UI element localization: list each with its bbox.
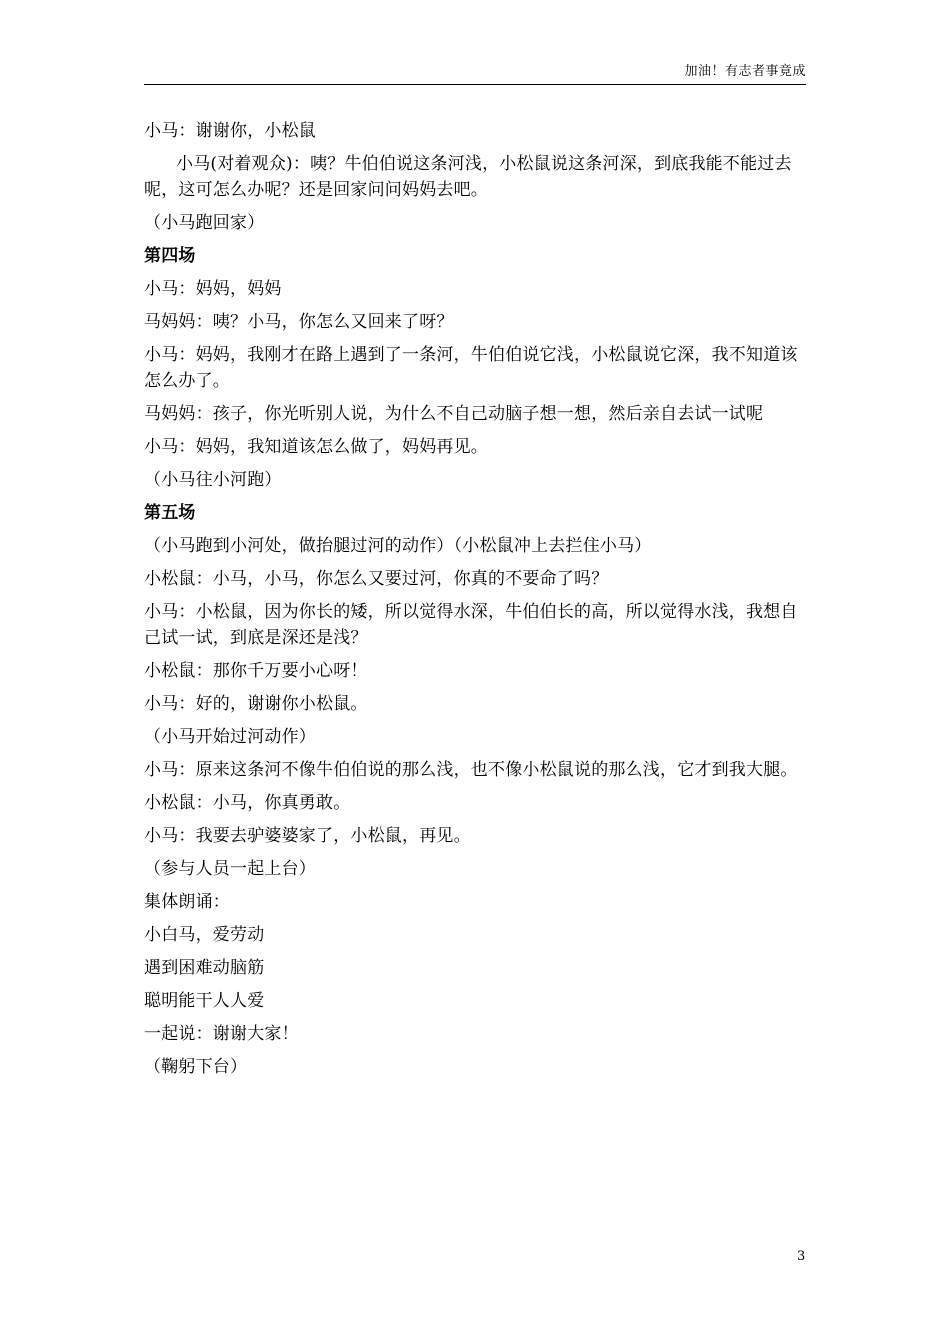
stage-direction-cross: （小马跑到小河处，做抬腿过河的动作）（小松鼠冲上去拦住小马） (144, 536, 652, 556)
line-xiaoma-farewell: 小马：我要去驴婆婆家了，小松鼠，再见。 (144, 826, 471, 846)
stage-direction-run-river: （小马往小河跑） (144, 470, 282, 490)
line-xiaoma-to-audience: 小马(对着观众)：咦？牛伯伯说这条河浅，小松鼠说这条河深，到底我能不能过去呢，这可怎么办呢？还是回家问问妈妈去吧。 (144, 154, 792, 200)
line-xiaoma-try: 小马：小松鼠，因为你长的矮，所以觉得水深，牛伯伯长的高，所以觉得水浅，我想自己试一试，到底是深还是浅？ (144, 602, 798, 648)
line-squirrel-warning: 小松鼠：小马，小马，你怎么又要过河，你真的不要命了吗？ (144, 569, 609, 589)
page-number: 3 (797, 1249, 806, 1264)
page-header (144, 62, 806, 85)
stage-direction-bow: （鞠躬下台） (144, 1057, 248, 1077)
line-squirrel-careful: 小松鼠：那你千万要小心呀！ (144, 661, 368, 681)
line-squirrel-brave: 小松鼠：小马，你真勇敢。 (144, 793, 351, 813)
document-body (144, 118, 806, 1087)
header-slogan: 加油！有志者事竟成 (684, 64, 806, 79)
recitation-line-2: 遇到困难动脑筋 (144, 958, 265, 978)
line-xiaoma-goodbye: 小马：妈妈，我知道该怎么做了，妈妈再见。 (144, 437, 488, 457)
recitation-line-1: 小白马，爱劳动 (144, 925, 265, 945)
scene-four-heading: 第四场 (144, 246, 196, 266)
line-xiaoma-discovery: 小马：原来这条河不像牛伯伯说的那么浅，也不像小松鼠说的那么浅，它才到我大腿。 (144, 760, 798, 780)
scene-five-heading: 第五场 (144, 503, 196, 523)
line-xiaoma-river: 小马：妈妈，我刚才在路上遇到了一条河，牛伯伯说它浅，小松鼠说它深，我不知道该怎么办了。 (144, 345, 798, 391)
line-xiaoma-thanks: 小马：谢谢你，小松鼠 (144, 121, 316, 141)
stage-direction-run-home: （小马跑回家） (144, 213, 265, 233)
recitation-line-3: 聪明能干人人爱 (144, 991, 265, 1011)
line-xiaoma-mom: 小马：妈妈，妈妈 (144, 279, 282, 299)
line-all-thanks: 一起说：谢谢大家！ (144, 1024, 299, 1044)
stage-direction-all-on-stage: （参与人员一起上台） (144, 859, 316, 879)
recitation-label: 集体朗诵： (144, 892, 230, 912)
stage-direction-start-cross: （小马开始过河动作） (144, 727, 316, 747)
line-mama-why-back: 马妈妈：咦？小马，你怎么又回来了呀？ (144, 312, 454, 332)
line-xiaoma-ok: 小马：好的，谢谢你小松鼠。 (144, 694, 368, 714)
line-mama-advice: 马妈妈：孩子，你光听别人说，为什么不自己动脑子想一想，然后亲自去试一试呢 (144, 404, 764, 424)
